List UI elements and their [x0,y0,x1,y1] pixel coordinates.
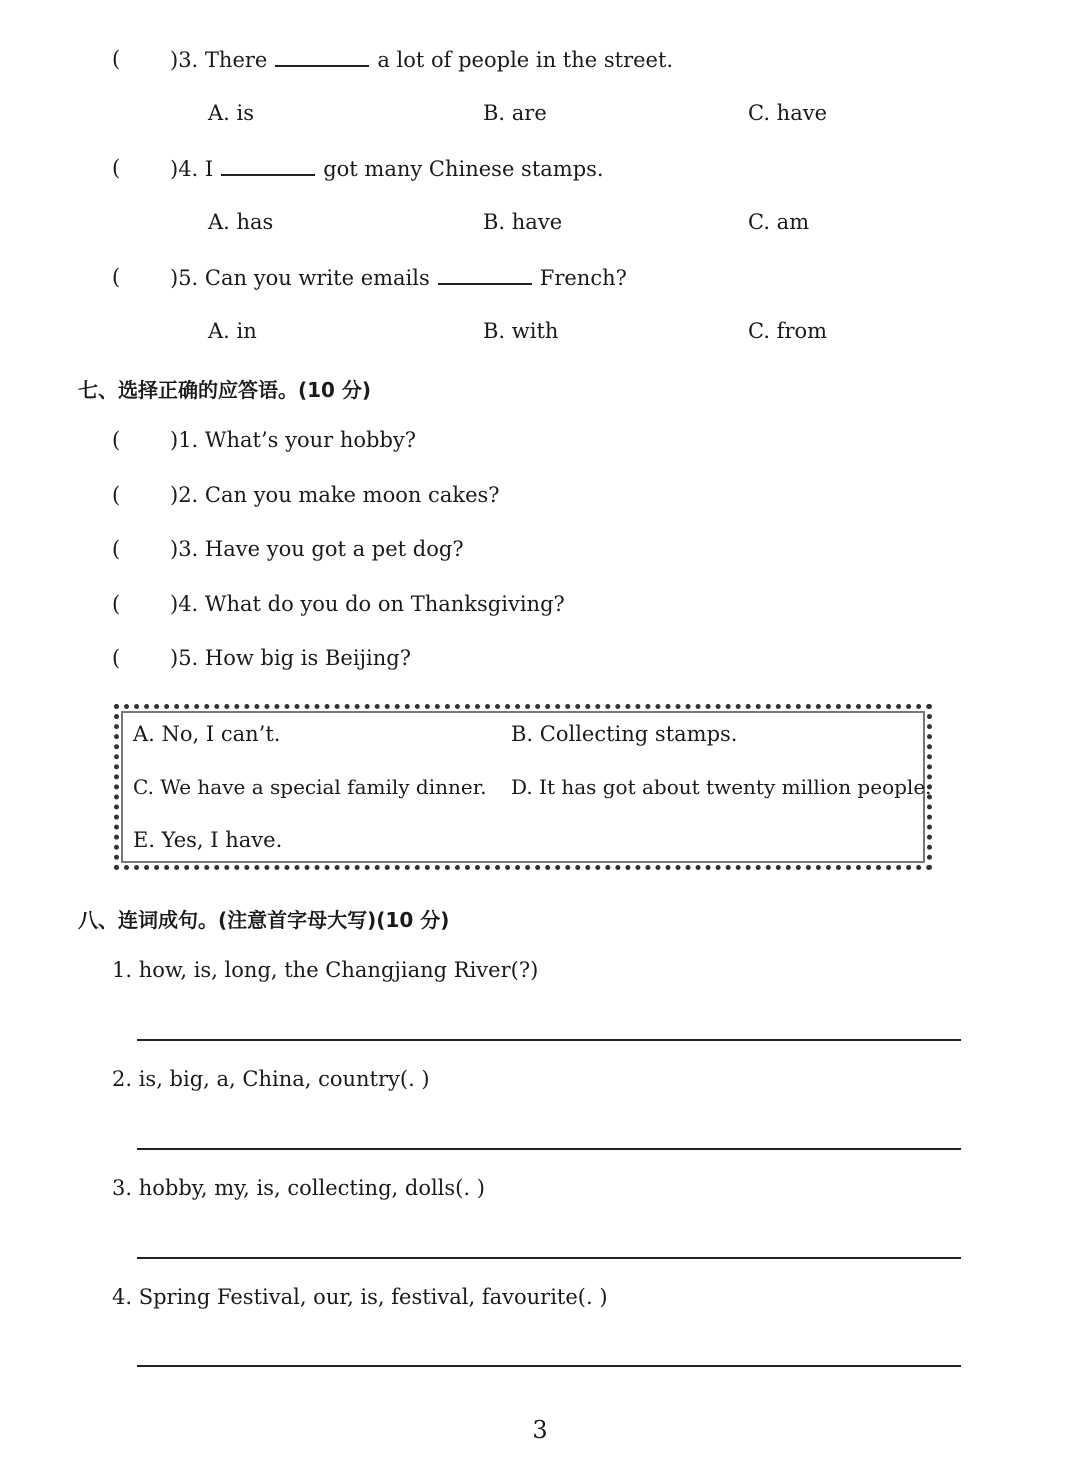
page-number: 3 [532,1416,548,1444]
option-b: B. are [483,101,547,125]
option-a: A. is [208,101,255,125]
question-7-2: )2. Can you make moon cakes? [170,483,500,507]
answer-paren[interactable]: ( [112,646,121,670]
answer-paren[interactable]: ( [112,47,121,71]
fill-blank[interactable] [438,265,532,285]
answer-paren[interactable]: ( [112,156,121,180]
sentence-item-1: 1. how, is, long, the Changjiang River(?) [112,958,539,982]
answer-option-d: D. It has got about twenty million people. [511,775,932,799]
question-6-4: )4. I got many Chinese stamps. [170,157,604,181]
fill-blank[interactable] [275,47,369,67]
answer-paren[interactable]: ( [112,537,121,561]
writing-line-4[interactable] [137,1365,961,1367]
sentence-item-2: 2. is, big, a, China, country(. ) [112,1067,430,1091]
question-6-3: )3. There a lot of people in the street. [170,48,674,72]
writing-line-3[interactable] [137,1257,961,1259]
section-8-heading: 八、连词成句。(注意首字母大写)(10 分) [78,908,450,932]
answer-paren[interactable]: ( [112,265,121,289]
sentence-item-3: 3. hobby, my, is, collecting, dolls(. ) [112,1176,485,1200]
option-a: A. in [208,319,257,343]
answer-option-b: B. Collecting stamps. [511,722,738,746]
writing-line-1[interactable] [137,1039,961,1041]
answer-option-a: A. No, I can’t. [133,722,281,746]
option-c: C. have [748,101,828,125]
fill-blank[interactable] [221,156,315,176]
answer-paren[interactable]: ( [112,483,121,507]
option-a: A. has [208,210,274,234]
answer-paren[interactable]: ( [112,592,121,616]
question-7-3: )3. Have you got a pet dog? [170,537,464,561]
answer-option-c: C. We have a special family dinner. [133,775,487,799]
option-c: C. from [748,319,828,343]
sentence-item-4: 4. Spring Festival, our, is, festival, favourite(. ) [112,1285,608,1309]
question-7-1: )1. What’s your hobby? [170,428,417,452]
answer-paren[interactable]: ( [112,428,121,452]
question-7-5: )5. How big is Beijing? [170,646,411,670]
answer-option-e: E. Yes, I have. [133,828,283,852]
question-6-5: )5. Can you write emails French? [170,266,627,290]
writing-line-2[interactable] [137,1148,961,1150]
option-b: B. with [483,319,559,343]
option-c: C. am [748,210,810,234]
option-b: B. have [483,210,563,234]
section-7-heading: 七、选择正确的应答语。(10 分) [78,378,372,402]
question-7-4: )4. What do you do on Thanksgiving? [170,592,565,616]
